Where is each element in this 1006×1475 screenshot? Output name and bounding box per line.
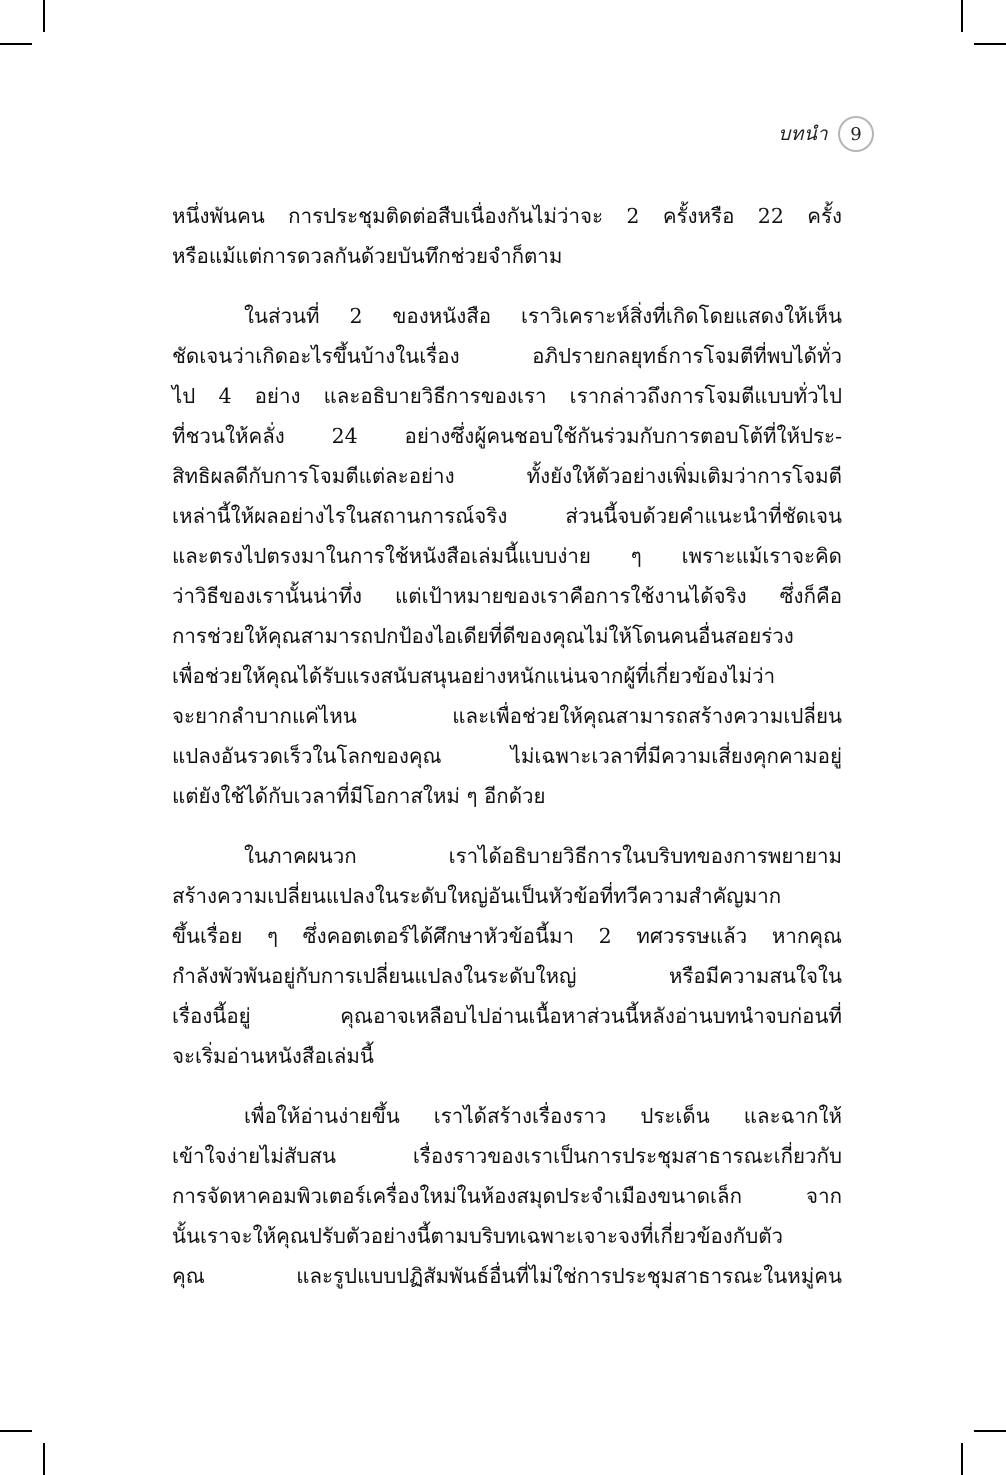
paragraph-3 xyxy=(172,836,842,1076)
body-text xyxy=(172,196,842,1296)
crop-mark-top-left-vertical xyxy=(43,0,45,32)
crop-mark-bottom-right-vertical xyxy=(961,1443,963,1475)
chapter-title: บทนำ xyxy=(778,123,828,145)
crop-mark-bottom-left-horizontal xyxy=(0,1430,32,1432)
text-line: เพื่อให้อ่านง่ายขึ้น เราได้สร้างเรื่องราว ประเด็น และฉากให้ xyxy=(244,1104,842,1128)
text-line: จะยากลำบากแค่ไหน และเพื่อช่วยให้คุณสามารถสร้างความเปลี่ยน xyxy=(172,704,842,728)
text-line: ขึ้นเรื่อย ๆ ซึ่งคอตเตอร์ได้ศึกษาหัวข้อนี้มา 2 ทศวรรษแล้ว หากคุณ xyxy=(172,924,842,948)
crop-mark-top-right-vertical xyxy=(961,0,963,32)
text-line: เพื่อช่วยให้คุณได้รับแรงสนับสนุนอย่างหนักแน่นจากผู้ที่เกี่ยวข้องไม่ว่า xyxy=(172,664,776,688)
text-line: ว่าวิธีของเรานั้นน่าทึ่ง แต่เป้าหมายของเราคือการใช้งานได้จริง ซึ่งก็คือ xyxy=(172,584,842,608)
text-line: แต่ยังใช้ได้กับเวลาที่มีโอกาสใหม่ ๆ อีกด้วย xyxy=(172,784,546,808)
text-line: การช่วยให้คุณสามารถปกป้องไอเดียที่ดีของคุณไม่ให้โดนคนอื่นสอยร่วง xyxy=(172,624,794,648)
page-number-badge xyxy=(838,116,874,152)
text-line: เรื่องนี้อยู่ คุณอาจเหลือบไปอ่านเนื้อหาส่วนนี้หลังอ่านบทนำจบก่อนที่ xyxy=(172,1004,842,1028)
text-line: สิทธิผลดีกับการโจมตีแต่ละอย่าง ทั้งยังให้ตัวอย่างเพิ่มเติมว่าการโจมตี xyxy=(172,464,842,488)
page-number: 9 xyxy=(850,123,862,145)
crop-mark-bottom-left-vertical xyxy=(43,1443,45,1475)
text-line: แปลงอันรวดเร็วในโลกของคุณ ไม่เฉพาะเวลาที่มีความเสี่ยงคุกคามอยู่ xyxy=(172,744,842,768)
paragraph-2 xyxy=(172,296,842,816)
text-line: หนึ่งพันคน การประชุมติดต่อสืบเนื่องกันไม่ว่าจะ 2 ครั้งหรือ 22 ครั้ง xyxy=(172,204,842,228)
text-line: กำลังพัวพันอยู่กับการเปลี่ยนแปลงในระดับใหญ่ หรือมีความสนใจใน xyxy=(172,964,842,988)
text-line: การจัดหาคอมพิวเตอร์เครื่องใหม่ในห้องสมุดประจำเมืองขนาดเล็ก จาก xyxy=(172,1184,842,1208)
crop-mark-top-left-horizontal xyxy=(0,43,32,45)
text-line: คุณ และรูปแบบปฏิสัมพันธ์อื่นที่ไม่ใช่การประชุมสาธารณะในหมู่คน xyxy=(172,1264,842,1288)
text-line: ชัดเจนว่าเกิดอะไรขึ้นบ้างในเรื่อง อภิปรายกลยุทธ์การโจมตีที่พบได้ทั่ว xyxy=(172,344,842,368)
text-line: และตรงไปตรงมาในการใช้หนังสือเล่มนี้แบบง่าย ๆ เพราะแม้เราจะคิด xyxy=(172,544,842,568)
text-line: สร้างความเปลี่ยนแปลงในระดับใหญ่อันเป็นหัวข้อที่ทวีความสำคัญมาก xyxy=(172,884,782,908)
text-line: นั้นเราจะให้คุณปรับตัวอย่างนี้ตามบริบทเฉพาะเจาะจงที่เกี่ยวข้องกับตัว xyxy=(172,1224,784,1248)
text-line: จะเริ่มอ่านหนังสือเล่มนี้ xyxy=(172,1044,374,1068)
crop-mark-bottom-right-horizontal xyxy=(974,1430,1006,1432)
text-line: ในส่วนที่ 2 ของหนังสือ เราวิเคราะห์สิ่งที่เกิดโดยแสดงให้เห็น xyxy=(244,304,842,328)
running-head xyxy=(778,116,874,152)
text-line: เข้าใจง่ายไม่สับสน เรื่องราวของเราเป็นการประชุมสาธารณะเกี่ยวกับ xyxy=(172,1144,842,1168)
text-line: ไป 4 อย่าง และอธิบายวิธีการของเรา เรากล่าวถึงการโจมตีแบบทั่วไป xyxy=(172,384,842,408)
text-line: ที่ชวนให้คลั่ง 24 อย่างซึ่งผู้คนชอบใช้กันร่วมกับการตอบโต้ที่ให้ประ- xyxy=(172,424,842,448)
paragraph-1 xyxy=(172,196,842,276)
text-line: ในภาคผนวก เราได้อธิบายวิธีการในบริบทของการพยายาม xyxy=(244,844,842,868)
crop-mark-top-right-horizontal xyxy=(974,43,1006,45)
text-line: หรือแม้แต่การดวลกันด้วยบันทึกช่วยจำก็ตาม xyxy=(172,244,563,268)
text-line: เหล่านี้ให้ผลอย่างไรในสถานการณ์จริง ส่วนนี้จบด้วยคำแนะนำที่ชัดเจน xyxy=(172,504,842,528)
paragraph-4 xyxy=(172,1096,842,1296)
